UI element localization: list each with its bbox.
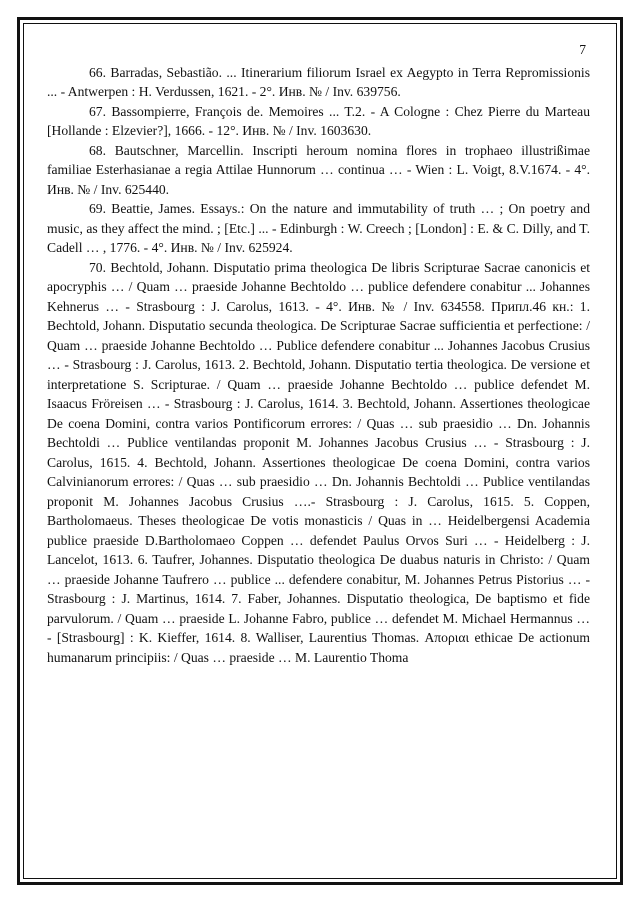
catalog-page bbox=[47, 40, 590, 667]
catalog-entry-69: 69. Beattie, James. Essays.: On the nature and immutability of truth … ; On poetry and music, as they affect the mind. ; [Etc.] ... - Edinburgh : W. Creech ; [London] : E. & C. Dilly, and T. Cadell … , 1776. - 4°. Инв. № / Inv. 625924. bbox=[47, 201, 590, 255]
catalog-entry-66: 66. Barradas, Sebastião. ... Itinerarium filiorum Israel ex Aegypto in Terra Repromissionis ... - Antwerpen : H. Verdussen, 1621. - 2°. Инв. № / Inv. 639756. bbox=[47, 64, 590, 99]
catalog-entry-68: 68. Bautschner, Marcellin. Inscripti heroum nomina flores in trophaeo illustrißimae familiae Esterhasianae a regia Attilae Hunnorum … continua … - Wien : L. Voigt, 8.V.1674. - 4°. Инв. № / Inv. 625440. bbox=[47, 142, 590, 197]
catalog-entry-70: 70. Bechtold, Johann. Disputatio prima theologica De libris Scripturae Sacrae canonicis et apocryphis … / Quam … praeside Johanne Bechtoldo … publice defendere conabitur ... Johannes Kehnerus … - Strasbourg : J. Carolus, 1613. - 4°. Инв. № / Inv. 634558. Припл.46 кн.: 1. Bechtold, Johann. Disputatio secunda theologica. De Scripturae Sacrae sufficientia et perfectione: / Quam … praeside Johanne Bechtoldo … Publice defendere conabitur ... Johannes Jacobus Crusius … - Strasbourg : J. Carolus, 1613. 2. Bechtold, Johann. Disputatio tertia theologica. De versione et interpretatione S. Scripturae. / Quam … praeside Johanne Bechtoldo … publice defendet M. Isaacus Fröreisen … - Strasbourg : J. Carolus, 1614. 3. Bechtold, Johann. Assertiones theologicae De coena Domini, contra varios Pontificorum errores: / Quas … sub praesidio … Dn. Johannis Bechtoldi … Publice ventilandas proponit M. Johannes Jacobus Crusius … - Strasbourg : J. Carolus, 1615. 4. Bechtold, Johann. Assertiones theologicae De coena Domini, contra varios Calvinianorum errores: / Quas … sub praesidio … Dn. Johannis Bechtoldi … Publice ventilandas proponit M. Johannes Jacobus Crusius ….- Strasbourg : J. Carolus, 1615. 5. Coppen, Bartholomaeus. Theses theologicae De votis monasticis / Quas in … Heidelbergensi Academia publice praeside D.Bartholomaeo Coppen … defendet Paulus Orvos Suri … - Heidelberg : J. Lancelot, 1613. 6. Taufrer, Johannes. Disputatio theologica De duabus naturis in Christo: / Quam … praeside Johanne Taufrero … publice ... defendere conabitur, M. Johannes Petrus Pistorius … - Strasbourg : J. Martinus, 1614. 7. Faber, Johannes. Disputatio theologica, De baptismo et fide parvulorum. / Quam … praeside L. Johanne Fabro, publice … defendet M. Michael Hermannus … - [Strasbourg] : K. Kieffer, 1614. 8. Walliser, Laurentius Thomas. Αποριαι ethicae De actionum humanarum principiis: / Quas … praeside … M. Laurentio Thoma bbox=[47, 259, 590, 665]
page-number: 7 bbox=[579, 42, 586, 57]
catalog-entry-67: 67. Bassompierre, François de. Memoires ... T.2. - A Cologne : Chez Pierre du Marteau [Hollande : Elzevier?], 1666. - 12°. Инв. № / Inv. 1603630. bbox=[47, 103, 590, 138]
